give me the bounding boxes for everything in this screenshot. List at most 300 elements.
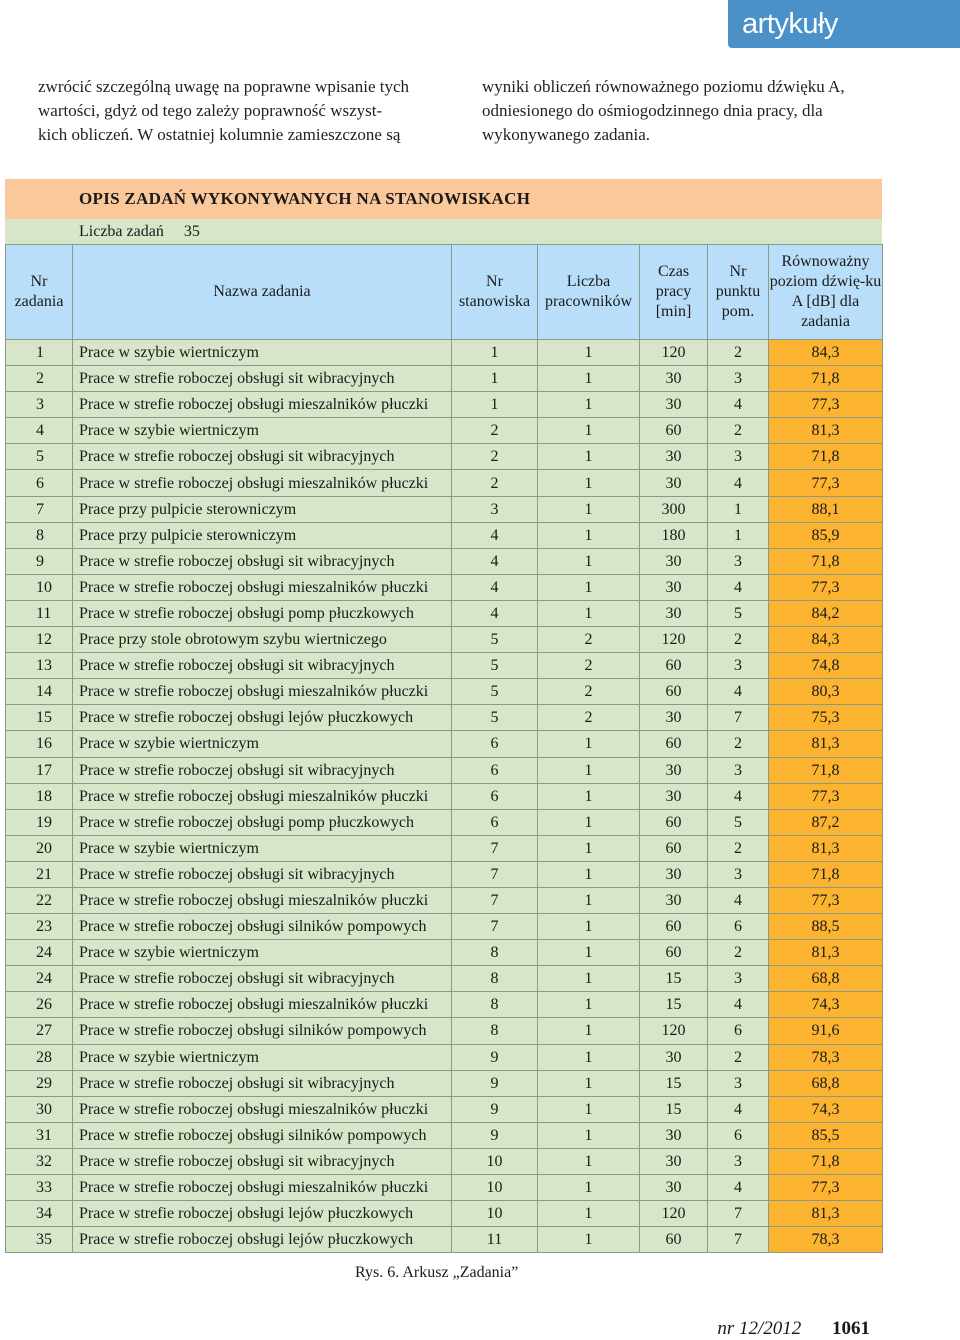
work-time-cell: 30	[640, 1148, 708, 1174]
noise-level-cell: 71,8	[769, 548, 883, 574]
noise-level-cell: 77,3	[769, 574, 883, 600]
header-point-nr: Nr punktu pom.	[708, 245, 769, 340]
intro-line: wyniki obliczeń równoważnego poziomu dźwięku A,	[482, 77, 845, 96]
station-nr-cell: 9	[452, 1122, 538, 1148]
point-nr-cell: 4	[708, 783, 769, 809]
station-nr-cell: 1	[452, 366, 538, 392]
intro-text-left	[38, 75, 438, 147]
task-name-cell: Prace w strefie roboczej obsługi mieszalników płuczki	[73, 992, 452, 1018]
work-time-cell: 60	[640, 653, 708, 679]
worker-count-cell: 1	[538, 992, 640, 1018]
station-nr-cell: 2	[452, 418, 538, 444]
noise-level-cell: 84,3	[769, 627, 883, 653]
table-row	[6, 1018, 883, 1044]
task-name-cell: Prace w strefie roboczej obsługi lejów płuczkowych	[73, 1201, 452, 1227]
noise-level-cell: 71,8	[769, 1148, 883, 1174]
worker-count-cell: 2	[538, 679, 640, 705]
point-nr-cell: 3	[708, 861, 769, 887]
worker-count-cell: 1	[538, 1018, 640, 1044]
table-row	[6, 731, 883, 757]
work-time-cell: 30	[640, 887, 708, 913]
task-name-cell: Prace w szybie wiertniczym	[73, 1044, 452, 1070]
point-nr-cell: 4	[708, 470, 769, 496]
task-name-cell: Prace w strefie roboczej obsługi pomp płuczkowych	[73, 600, 452, 626]
task-nr-cell: 8	[6, 522, 73, 548]
worker-count-cell: 1	[538, 1201, 640, 1227]
point-nr-cell: 7	[708, 1227, 769, 1253]
table-row	[6, 1148, 883, 1174]
table-row	[6, 679, 883, 705]
station-nr-cell: 4	[452, 522, 538, 548]
task-nr-cell: 32	[6, 1148, 73, 1174]
task-nr-cell: 35	[6, 1227, 73, 1253]
point-nr-cell: 2	[708, 418, 769, 444]
work-time-cell: 30	[640, 1122, 708, 1148]
work-time-cell: 60	[640, 1227, 708, 1253]
task-nr-cell: 16	[6, 731, 73, 757]
work-time-cell: 30	[640, 548, 708, 574]
point-nr-cell: 3	[708, 1070, 769, 1096]
task-name-cell: Prace w strefie roboczej obsługi sit wibracyjnych	[73, 548, 452, 574]
worker-count-cell: 1	[538, 1096, 640, 1122]
task-count-value: 35	[183, 222, 200, 240]
task-nr-cell: 24	[6, 966, 73, 992]
header-worker-count: Liczba pracowników	[538, 245, 640, 340]
work-time-cell: 30	[640, 470, 708, 496]
table-row	[6, 757, 883, 783]
station-nr-cell: 4	[452, 574, 538, 600]
task-name-cell: Prace w szybie wiertniczym	[73, 835, 452, 861]
noise-level-cell: 71,8	[769, 757, 883, 783]
header-station-nr: Nr stanowiska	[452, 245, 538, 340]
task-name-cell: Prace w strefie roboczej obsługi mieszalników płuczki	[73, 679, 452, 705]
task-name-cell: Prace w strefie roboczej obsługi mieszalników płuczki	[73, 470, 452, 496]
noise-level-cell: 81,3	[769, 731, 883, 757]
task-name-cell: Prace w szybie wiertniczym	[73, 340, 452, 366]
work-time-cell: 30	[640, 705, 708, 731]
station-nr-cell: 7	[452, 914, 538, 940]
station-nr-cell: 6	[452, 731, 538, 757]
station-nr-cell: 4	[452, 548, 538, 574]
worker-count-cell: 1	[538, 757, 640, 783]
work-time-cell: 30	[640, 757, 708, 783]
point-nr-cell: 3	[708, 1148, 769, 1174]
noise-level-cell: 84,2	[769, 600, 883, 626]
task-nr-cell: 17	[6, 757, 73, 783]
worker-count-cell: 1	[538, 1122, 640, 1148]
page-number: 1061	[832, 1318, 870, 1339]
task-name-cell: Prace w strefie roboczej obsługi lejów płuczkowych	[73, 1227, 452, 1253]
station-nr-cell: 3	[452, 496, 538, 522]
task-nr-cell: 13	[6, 653, 73, 679]
station-nr-cell: 6	[452, 809, 538, 835]
table-row	[6, 548, 883, 574]
point-nr-cell: 7	[708, 705, 769, 731]
task-name-cell: Prace w strefie roboczej obsługi sit wibracyjnych	[73, 966, 452, 992]
station-nr-cell: 2	[452, 444, 538, 470]
work-time-cell: 30	[640, 861, 708, 887]
tasks-sheet	[5, 179, 882, 1253]
station-nr-cell: 7	[452, 887, 538, 913]
issue-number: nr 12/2012	[717, 1318, 802, 1339]
task-nr-cell: 33	[6, 1175, 73, 1201]
table-row	[6, 600, 883, 626]
noise-level-cell: 68,8	[769, 966, 883, 992]
table-row	[6, 887, 883, 913]
task-name-cell: Prace w szybie wiertniczym	[73, 731, 452, 757]
noise-level-cell: 77,3	[769, 783, 883, 809]
worker-count-cell: 1	[538, 392, 640, 418]
table-row	[6, 418, 883, 444]
work-time-cell: 60	[640, 731, 708, 757]
header-work-time: Czas pracy [min]	[640, 245, 708, 340]
sheet-title: OPIS ZADAŃ WYKONYWANYCH NA STANOWISKACH	[5, 179, 882, 219]
work-time-cell: 120	[640, 1018, 708, 1044]
task-count-row	[5, 219, 882, 244]
task-nr-cell: 15	[6, 705, 73, 731]
point-nr-cell: 6	[708, 1018, 769, 1044]
task-nr-cell: 9	[6, 548, 73, 574]
task-name-cell: Prace przy stole obrotowym szybu wiertniczego	[73, 627, 452, 653]
noise-level-cell: 68,8	[769, 1070, 883, 1096]
point-nr-cell: 6	[708, 914, 769, 940]
station-nr-cell: 5	[452, 627, 538, 653]
worker-count-cell: 1	[538, 340, 640, 366]
table-row	[6, 992, 883, 1018]
table-row	[6, 653, 883, 679]
header-noise-level: Równoważny poziom dźwię-ku A [dB] dla zadania	[769, 245, 883, 340]
point-nr-cell: 2	[708, 940, 769, 966]
noise-level-cell: 84,3	[769, 340, 883, 366]
table-row	[6, 1096, 883, 1122]
station-nr-cell: 5	[452, 705, 538, 731]
header-task-nr: Nr zadania	[6, 245, 73, 340]
task-nr-cell: 2	[6, 366, 73, 392]
station-nr-cell: 8	[452, 940, 538, 966]
task-name-cell: Prace w strefie roboczej obsługi sit wibracyjnych	[73, 861, 452, 887]
noise-level-cell: 71,8	[769, 444, 883, 470]
station-nr-cell: 6	[452, 757, 538, 783]
noise-level-cell: 81,3	[769, 1201, 883, 1227]
table-row	[6, 809, 883, 835]
task-nr-cell: 31	[6, 1122, 73, 1148]
point-nr-cell: 3	[708, 444, 769, 470]
noise-level-cell: 78,3	[769, 1044, 883, 1070]
work-time-cell: 15	[640, 992, 708, 1018]
worker-count-cell: 1	[538, 496, 640, 522]
worker-count-cell: 1	[538, 940, 640, 966]
table-row	[6, 470, 883, 496]
worker-count-cell: 1	[538, 861, 640, 887]
work-time-cell: 15	[640, 966, 708, 992]
station-nr-cell: 10	[452, 1175, 538, 1201]
worker-count-cell: 1	[538, 366, 640, 392]
worker-count-cell: 1	[538, 1148, 640, 1174]
work-time-cell: 180	[640, 522, 708, 548]
worker-count-cell: 1	[538, 835, 640, 861]
figure-caption: Rys. 6. Arkusz „Zadania”	[355, 1264, 519, 1281]
station-nr-cell: 9	[452, 1070, 538, 1096]
intro-line: zwrócić szczególną uwagę na poprawne wpisanie tych	[38, 77, 410, 96]
table-row	[6, 783, 883, 809]
worker-count-cell: 1	[538, 1227, 640, 1253]
task-name-cell: Prace w strefie roboczej obsługi sit wibracyjnych	[73, 366, 452, 392]
task-name-cell: Prace w strefie roboczej obsługi silników pompowych	[73, 914, 452, 940]
noise-level-cell: 88,1	[769, 496, 883, 522]
task-name-cell: Prace w strefie roboczej obsługi sit wibracyjnych	[73, 1148, 452, 1174]
section-tab: artykuły	[728, 0, 960, 48]
task-name-cell: Prace przy pulpicie sterowniczym	[73, 522, 452, 548]
noise-level-cell: 77,3	[769, 1175, 883, 1201]
task-name-cell: Prace w strefie roboczej obsługi mieszalników płuczki	[73, 392, 452, 418]
task-name-cell: Prace w szybie wiertniczym	[73, 418, 452, 444]
worker-count-cell: 1	[538, 783, 640, 809]
work-time-cell: 60	[640, 835, 708, 861]
task-nr-cell: 1	[6, 340, 73, 366]
point-nr-cell: 4	[708, 574, 769, 600]
task-nr-cell: 4	[6, 418, 73, 444]
table-row	[6, 340, 883, 366]
station-nr-cell: 8	[452, 992, 538, 1018]
task-nr-cell: 3	[6, 392, 73, 418]
task-nr-cell: 11	[6, 600, 73, 626]
intro-line: kich obliczeń. W ostatniej kolumnie zamieszczone są	[38, 125, 401, 144]
station-nr-cell: 11	[452, 1227, 538, 1253]
work-time-cell: 120	[640, 340, 708, 366]
worker-count-cell: 1	[538, 574, 640, 600]
work-time-cell: 60	[640, 940, 708, 966]
worker-count-cell: 2	[538, 653, 640, 679]
worker-count-cell: 1	[538, 731, 640, 757]
station-nr-cell: 4	[452, 600, 538, 626]
table-row	[6, 522, 883, 548]
point-nr-cell: 3	[708, 366, 769, 392]
station-nr-cell: 6	[452, 783, 538, 809]
worker-count-cell: 2	[538, 705, 640, 731]
station-nr-cell: 7	[452, 835, 538, 861]
table-row	[6, 705, 883, 731]
noise-level-cell: 81,3	[769, 940, 883, 966]
worker-count-cell: 1	[538, 444, 640, 470]
task-nr-cell: 20	[6, 835, 73, 861]
task-nr-cell: 23	[6, 914, 73, 940]
table-row	[6, 366, 883, 392]
table-row	[6, 861, 883, 887]
task-name-cell: Prace w strefie roboczej obsługi silników pompowych	[73, 1018, 452, 1044]
point-nr-cell: 3	[708, 548, 769, 574]
point-nr-cell: 4	[708, 992, 769, 1018]
task-name-cell: Prace w strefie roboczej obsługi lejów płuczkowych	[73, 705, 452, 731]
station-nr-cell: 10	[452, 1201, 538, 1227]
task-nr-cell: 18	[6, 783, 73, 809]
station-nr-cell: 1	[452, 392, 538, 418]
point-nr-cell: 4	[708, 679, 769, 705]
work-time-cell: 120	[640, 627, 708, 653]
task-nr-cell: 22	[6, 887, 73, 913]
task-nr-cell: 10	[6, 574, 73, 600]
station-nr-cell: 9	[452, 1044, 538, 1070]
table-row	[6, 1227, 883, 1253]
task-nr-cell: 6	[6, 470, 73, 496]
task-nr-cell: 30	[6, 1096, 73, 1122]
task-name-cell: Prace przy pulpicie sterowniczym	[73, 496, 452, 522]
worker-count-cell: 1	[538, 914, 640, 940]
task-nr-cell: 19	[6, 809, 73, 835]
table-row	[6, 835, 883, 861]
task-nr-cell: 24	[6, 940, 73, 966]
worker-count-cell: 2	[538, 627, 640, 653]
noise-level-cell: 78,3	[769, 1227, 883, 1253]
work-time-cell: 30	[640, 1175, 708, 1201]
noise-level-cell: 88,5	[769, 914, 883, 940]
point-nr-cell: 5	[708, 600, 769, 626]
table-row	[6, 914, 883, 940]
table-header-row	[6, 245, 883, 340]
worker-count-cell: 1	[538, 809, 640, 835]
noise-level-cell: 80,3	[769, 679, 883, 705]
task-nr-cell: 12	[6, 627, 73, 653]
work-time-cell: 120	[640, 1201, 708, 1227]
task-name-cell: Prace w strefie roboczej obsługi sit wibracyjnych	[73, 757, 452, 783]
worker-count-cell: 1	[538, 966, 640, 992]
noise-level-cell: 75,3	[769, 705, 883, 731]
work-time-cell: 60	[640, 679, 708, 705]
intro-text-right	[482, 75, 882, 147]
station-nr-cell: 7	[452, 861, 538, 887]
noise-level-cell: 87,2	[769, 809, 883, 835]
task-nr-cell: 28	[6, 1044, 73, 1070]
point-nr-cell: 2	[708, 340, 769, 366]
table-row	[6, 940, 883, 966]
intro-line: wartości, gdyż od tego zależy poprawność wszyst-	[38, 101, 383, 120]
station-nr-cell: 8	[452, 1018, 538, 1044]
worker-count-cell: 1	[538, 470, 640, 496]
task-nr-cell: 5	[6, 444, 73, 470]
task-name-cell: Prace w strefie roboczej obsługi silników pompowych	[73, 1122, 452, 1148]
station-nr-cell: 5	[452, 679, 538, 705]
table-row	[6, 1070, 883, 1096]
point-nr-cell: 2	[708, 731, 769, 757]
noise-level-cell: 77,3	[769, 887, 883, 913]
work-time-cell: 30	[640, 574, 708, 600]
task-nr-cell: 34	[6, 1201, 73, 1227]
table-row	[6, 966, 883, 992]
station-nr-cell: 2	[452, 470, 538, 496]
noise-level-cell: 77,3	[769, 470, 883, 496]
work-time-cell: 300	[640, 496, 708, 522]
table-row	[6, 392, 883, 418]
work-time-cell: 30	[640, 392, 708, 418]
task-name-cell: Prace w strefie roboczej obsługi pomp płuczkowych	[73, 809, 452, 835]
table-row	[6, 1044, 883, 1070]
tasks-table	[5, 244, 883, 1253]
station-nr-cell: 10	[452, 1148, 538, 1174]
work-time-cell: 60	[640, 418, 708, 444]
task-name-cell: Prace w strefie roboczej obsługi mieszalników płuczki	[73, 783, 452, 809]
worker-count-cell: 1	[538, 1070, 640, 1096]
point-nr-cell: 4	[708, 1096, 769, 1122]
task-name-cell: Prace w strefie roboczej obsługi sit wibracyjnych	[73, 653, 452, 679]
point-nr-cell: 4	[708, 887, 769, 913]
point-nr-cell: 1	[708, 496, 769, 522]
point-nr-cell: 4	[708, 392, 769, 418]
task-name-cell: Prace w szybie wiertniczym	[73, 940, 452, 966]
noise-level-cell: 91,6	[769, 1018, 883, 1044]
worker-count-cell: 1	[538, 1044, 640, 1070]
task-name-cell: Prace w strefie roboczej obsługi mieszalników płuczki	[73, 887, 452, 913]
table-row	[6, 574, 883, 600]
task-name-cell: Prace w strefie roboczej obsługi sit wibracyjnych	[73, 444, 452, 470]
work-time-cell: 15	[640, 1096, 708, 1122]
table-row	[6, 496, 883, 522]
task-name-cell: Prace w strefie roboczej obsługi mieszalników płuczki	[73, 1096, 452, 1122]
point-nr-cell: 7	[708, 1201, 769, 1227]
point-nr-cell: 3	[708, 757, 769, 783]
worker-count-cell: 1	[538, 887, 640, 913]
task-nr-cell: 7	[6, 496, 73, 522]
worker-count-cell: 1	[538, 522, 640, 548]
point-nr-cell: 4	[708, 1175, 769, 1201]
noise-level-cell: 71,8	[769, 861, 883, 887]
table-row	[6, 1122, 883, 1148]
point-nr-cell: 1	[708, 522, 769, 548]
station-nr-cell: 1	[452, 340, 538, 366]
worker-count-cell: 1	[538, 548, 640, 574]
task-nr-cell: 21	[6, 861, 73, 887]
point-nr-cell: 3	[708, 966, 769, 992]
intro-line: odniesionego do ośmiogodzinnego dnia pracy, dla	[482, 101, 823, 120]
task-nr-cell: 14	[6, 679, 73, 705]
point-nr-cell: 3	[708, 653, 769, 679]
noise-level-cell: 74,3	[769, 992, 883, 1018]
noise-level-cell: 81,3	[769, 418, 883, 444]
noise-level-cell: 74,8	[769, 653, 883, 679]
work-time-cell: 30	[640, 366, 708, 392]
point-nr-cell: 2	[708, 627, 769, 653]
header-task-name: Nazwa zadania	[73, 245, 452, 340]
noise-level-cell: 77,3	[769, 392, 883, 418]
station-nr-cell: 9	[452, 1096, 538, 1122]
table-row	[6, 444, 883, 470]
station-nr-cell: 5	[452, 653, 538, 679]
worker-count-cell: 1	[538, 600, 640, 626]
point-nr-cell: 2	[708, 1044, 769, 1070]
worker-count-cell: 1	[538, 418, 640, 444]
work-time-cell: 30	[640, 1044, 708, 1070]
task-nr-cell: 27	[6, 1018, 73, 1044]
work-time-cell: 60	[640, 809, 708, 835]
noise-level-cell: 85,5	[769, 1122, 883, 1148]
noise-level-cell: 85,9	[769, 522, 883, 548]
work-time-cell: 60	[640, 914, 708, 940]
task-name-cell: Prace w strefie roboczej obsługi mieszalników płuczki	[73, 1175, 452, 1201]
point-nr-cell: 5	[708, 809, 769, 835]
work-time-cell: 30	[640, 600, 708, 626]
task-name-cell: Prace w strefie roboczej obsługi sit wibracyjnych	[73, 1070, 452, 1096]
point-nr-cell: 6	[708, 1122, 769, 1148]
task-nr-cell: 26	[6, 992, 73, 1018]
noise-level-cell: 81,3	[769, 835, 883, 861]
task-count-label: Liczba zadań	[79, 222, 164, 240]
noise-level-cell: 71,8	[769, 366, 883, 392]
table-row	[6, 627, 883, 653]
table-row	[6, 1175, 883, 1201]
work-time-cell: 30	[640, 444, 708, 470]
table-row	[6, 1201, 883, 1227]
noise-level-cell: 74,3	[769, 1096, 883, 1122]
point-nr-cell: 2	[708, 835, 769, 861]
work-time-cell: 15	[640, 1070, 708, 1096]
